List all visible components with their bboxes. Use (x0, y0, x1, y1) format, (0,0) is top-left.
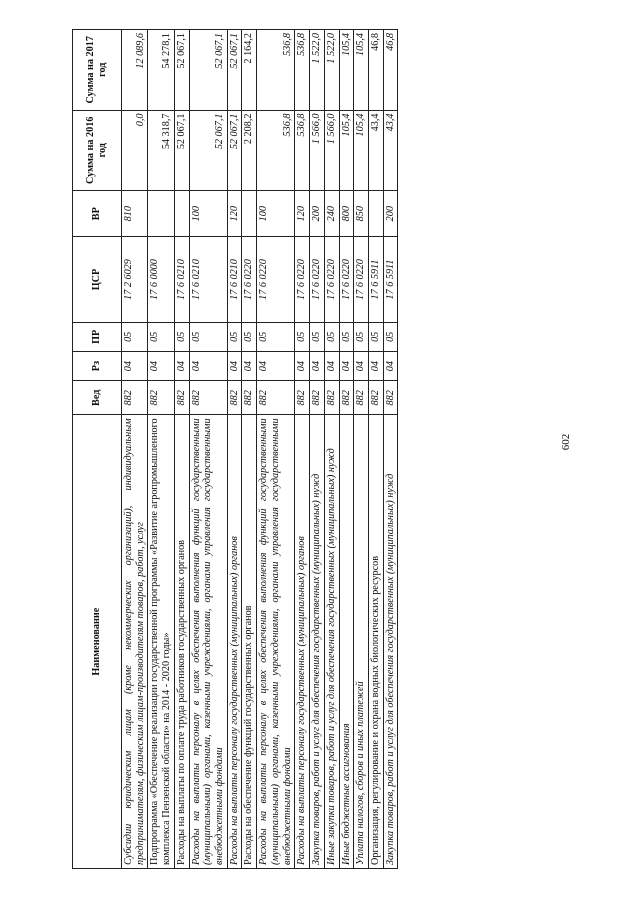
cell-sum-2016: 43,4 (383, 110, 398, 190)
cell-csr: 17 6 0220 (295, 237, 310, 322)
budget-table-wrapper (72, 29, 549, 869)
cell-name: Закупка товаров, работ и услуг для обеспечения государственных (муниципальных) нужд (310, 415, 325, 869)
header-vr: ВР (73, 191, 122, 237)
cell-csr: 17 6 5911 (368, 237, 383, 322)
cell-sum-2017: 52 067,1 (227, 30, 242, 111)
cell-sum-2017: 2 164,2 (242, 30, 257, 111)
table-row (148, 30, 174, 869)
cell-csr: 17 6 0210 (189, 237, 227, 322)
table-row (339, 30, 354, 869)
cell-rz: 04 (227, 351, 242, 380)
table-row (242, 30, 257, 869)
cell-ved: 882 (354, 381, 369, 415)
cell-sum-2017: 1 522,0 (310, 30, 325, 111)
cell-sum-2016: 105,4 (354, 110, 369, 190)
cell-sum-2016: 105,4 (339, 110, 354, 190)
cell-vr: 240 (324, 191, 339, 237)
header-name: Наименование (73, 415, 122, 869)
cell-vr (242, 191, 257, 237)
cell-rz: 04 (324, 351, 339, 380)
cell-pr: 05 (368, 322, 383, 351)
cell-vr: 200 (310, 191, 325, 237)
cell-vr: 800 (339, 191, 354, 237)
table-row (174, 30, 189, 869)
cell-ved: 882 (295, 381, 310, 415)
cell-ved: 882 (148, 381, 174, 415)
cell-name: Расходы на выплаты персоналу в целях обеспечения выполнения функций государственными (муниципальными) органами, казенными учреждениями, органами управления государственными внебюджетными фондами (189, 415, 227, 869)
cell-sum-2017: 536,8 (257, 30, 295, 111)
table-row (122, 30, 148, 869)
cell-csr: 17 6 0220 (324, 237, 339, 322)
table-row (354, 30, 369, 869)
cell-sum-2016: 2 208,2 (242, 110, 257, 190)
table-row (310, 30, 325, 869)
cell-pr: 05 (122, 322, 148, 351)
table-row (295, 30, 310, 869)
cell-name: Расходы на обеспечение функций государственных органов (242, 415, 257, 869)
cell-sum-2016: 52 067,1 (174, 110, 189, 190)
cell-sum-2016: 52 067,1 (189, 110, 227, 190)
cell-vr: 810 (122, 191, 148, 237)
cell-sum-2017: 46,8 (383, 30, 398, 111)
cell-sum-2016: 1 566,0 (324, 110, 339, 190)
header-ved: Вед (73, 381, 122, 415)
cell-name: Подпрограмма «Обеспечение реализации государственной программы «Развитие агропромышленного комплекса Пензенской области» на 2014 - 2020 годы» (148, 415, 174, 869)
cell-sum-2017: 105,4 (339, 30, 354, 111)
cell-rz: 04 (122, 351, 148, 380)
cell-pr: 05 (148, 322, 174, 351)
cell-vr: 120 (227, 191, 242, 237)
cell-ved: 882 (189, 381, 227, 415)
cell-rz: 04 (174, 351, 189, 380)
cell-rz: 04 (383, 351, 398, 380)
cell-sum-2017: 536,8 (295, 30, 310, 111)
table-body (122, 30, 398, 869)
cell-name: Расходы на выплаты персоналу в целях обеспечения выполнения функций государственными (муниципальными) органами, казенными учреждениями, органами управления государственными внебюджетными фондами (257, 415, 295, 869)
cell-rz: 04 (310, 351, 325, 380)
header-sum-2017: Сумма на 2017 год (73, 30, 122, 111)
cell-rz: 04 (368, 351, 383, 380)
cell-pr: 05 (354, 322, 369, 351)
cell-sum-2017: 12 089,6 (122, 30, 148, 111)
cell-rz: 04 (242, 351, 257, 380)
cell-name: Расходы на выплаты персоналу государственных (муниципальных) органов (295, 415, 310, 869)
cell-sum-2017: 52 067,1 (189, 30, 227, 111)
cell-ved: 882 (122, 381, 148, 415)
page-number: 602 (560, 433, 572, 451)
cell-ved: 882 (227, 381, 242, 415)
cell-sum-2016: 0,0 (122, 110, 148, 190)
cell-csr: 17 6 0220 (339, 237, 354, 322)
cell-csr: 17 6 0220 (257, 237, 295, 322)
cell-vr: 100 (257, 191, 295, 237)
cell-rz: 04 (257, 351, 295, 380)
cell-csr: 17 6 0000 (148, 237, 174, 322)
cell-name: Иные закупки товаров, работ и услуг для обеспечения государственных (муниципальных) нужд (324, 415, 339, 869)
cell-rz: 04 (148, 351, 174, 380)
cell-ved: 882 (174, 381, 189, 415)
cell-ved: 882 (383, 381, 398, 415)
cell-sum-2017: 52 067,1 (174, 30, 189, 111)
cell-name: Субсидии юридическим лицам (кроме некоммерческих организаций), индивидуальным предпринимателям, физическим лицам-производителям товаров, работ, услуг (122, 415, 148, 869)
cell-ved: 882 (242, 381, 257, 415)
table-row (189, 30, 227, 869)
cell-name: Расходы на выплаты по оплате труда работников государственных органов (174, 415, 189, 869)
cell-sum-2017: 105,4 (354, 30, 369, 111)
table-row (227, 30, 242, 869)
cell-csr: 17 6 0220 (354, 237, 369, 322)
cell-vr: 850 (354, 191, 369, 237)
cell-csr: 17 6 0220 (310, 237, 325, 322)
cell-sum-2016: 54 318,7 (148, 110, 174, 190)
cell-pr: 05 (257, 322, 295, 351)
cell-vr (368, 191, 383, 237)
cell-pr: 05 (339, 322, 354, 351)
table-row (324, 30, 339, 869)
cell-csr: 17 6 0210 (174, 237, 189, 322)
cell-csr: 17 6 0210 (227, 237, 242, 322)
cell-sum-2017: 54 278,1 (148, 30, 174, 111)
table-row (257, 30, 295, 869)
cell-sum-2016: 536,8 (257, 110, 295, 190)
cell-name: Уплата налогов, сборов и иных платежей (354, 415, 369, 869)
cell-pr: 05 (310, 322, 325, 351)
cell-pr: 05 (174, 322, 189, 351)
cell-pr: 05 (242, 322, 257, 351)
table-row (383, 30, 398, 869)
cell-sum-2016: 43,4 (368, 110, 383, 190)
cell-rz: 04 (354, 351, 369, 380)
cell-vr (148, 191, 174, 237)
cell-sum-2017: 46,8 (368, 30, 383, 111)
cell-csr: 17 2 6029 (122, 237, 148, 322)
cell-pr: 05 (383, 322, 398, 351)
budget-table (72, 29, 398, 869)
cell-vr (174, 191, 189, 237)
header-rz: Рз (73, 351, 122, 380)
cell-csr: 17 6 0220 (242, 237, 257, 322)
cell-vr: 120 (295, 191, 310, 237)
cell-rz: 04 (339, 351, 354, 380)
cell-pr: 05 (227, 322, 242, 351)
table-header-row (73, 30, 122, 869)
header-csr: ЦСР (73, 237, 122, 322)
cell-name: Закупка товаров, работ и услуг для обеспечения государственных (муниципальных) нужд (383, 415, 398, 869)
cell-rz: 04 (295, 351, 310, 380)
cell-pr: 05 (295, 322, 310, 351)
cell-pr: 05 (189, 322, 227, 351)
cell-sum-2017: 1 522,0 (324, 30, 339, 111)
cell-name: Организация, регулирование и охрана водных биологических ресурсов (368, 415, 383, 869)
cell-name: Расходы на выплаты персоналу государственных (муниципальных) органов (227, 415, 242, 869)
cell-ved: 882 (324, 381, 339, 415)
cell-csr: 17 6 5911 (383, 237, 398, 322)
cell-sum-2016: 52 067,1 (227, 110, 242, 190)
cell-pr: 05 (324, 322, 339, 351)
table-row (368, 30, 383, 869)
cell-name: Иные бюджетные ассигнования (339, 415, 354, 869)
header-pr: ПР (73, 322, 122, 351)
header-sum-2016: Сумма на 2016 год (73, 110, 122, 190)
cell-sum-2016: 1 566,0 (310, 110, 325, 190)
cell-vr: 200 (383, 191, 398, 237)
cell-sum-2016: 536,8 (295, 110, 310, 190)
cell-rz: 04 (189, 351, 227, 380)
cell-ved: 882 (257, 381, 295, 415)
cell-vr: 100 (189, 191, 227, 237)
cell-ved: 882 (368, 381, 383, 415)
cell-ved: 882 (339, 381, 354, 415)
cell-ved: 882 (310, 381, 325, 415)
